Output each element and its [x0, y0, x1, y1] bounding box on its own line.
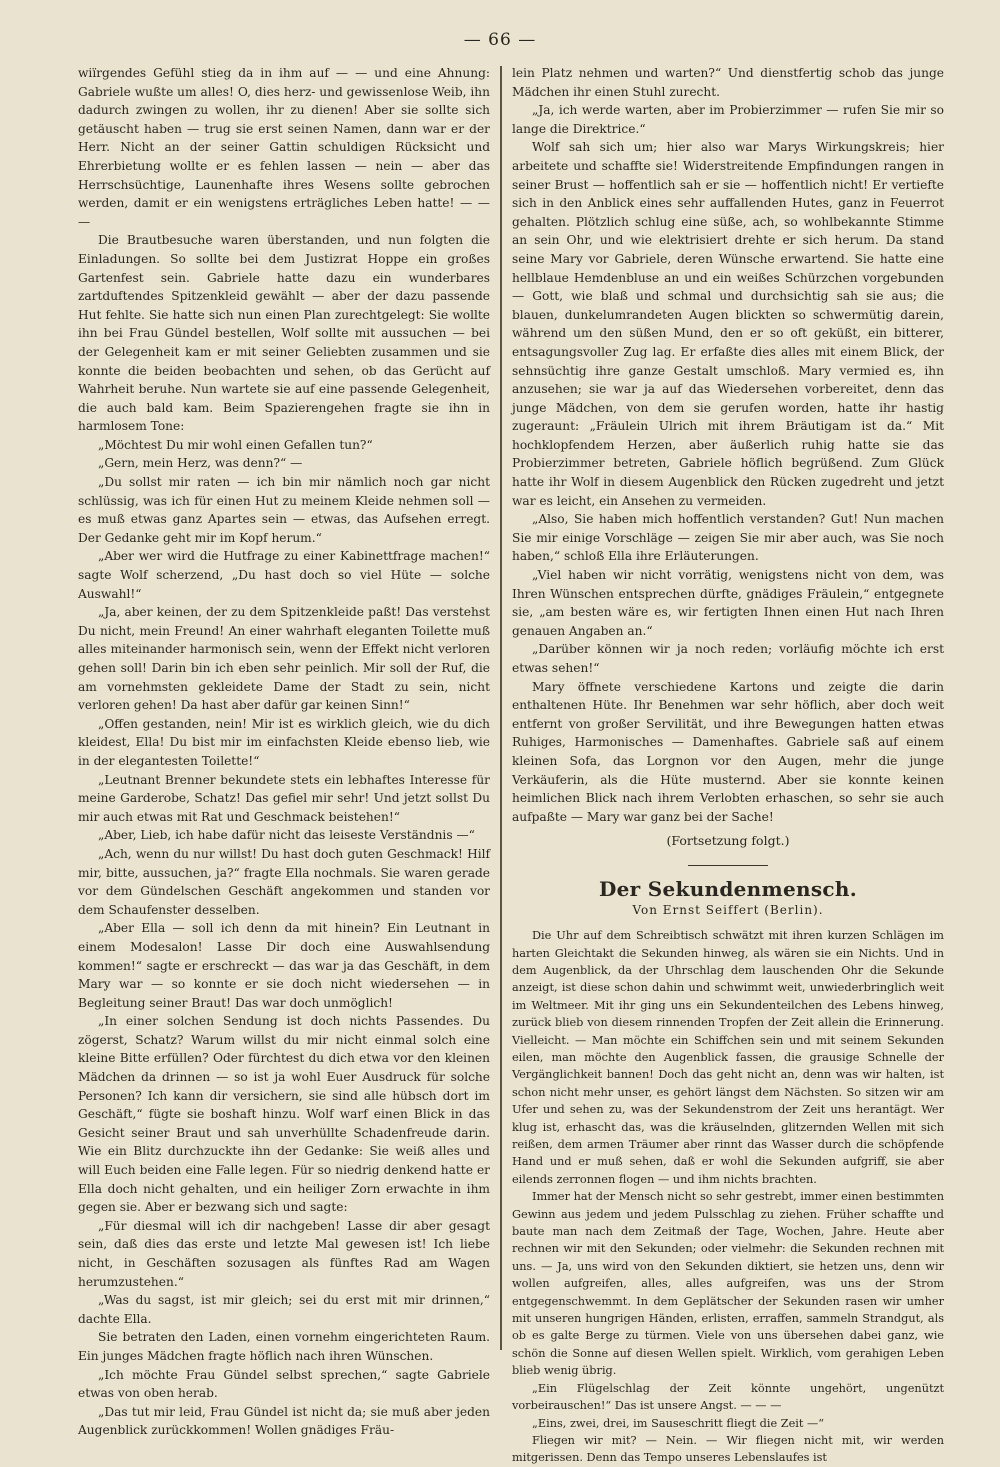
column-divider — [500, 66, 502, 1350]
paragraph: „Aber, Lieb, ich habe dafür nicht das leiseste Verständnis —“ — [98, 828, 475, 843]
paragraph: „Ich möchte Frau Gündel selbst sprechen,“ sagte Gabriele etwas von oben herab. — [78, 1367, 490, 1401]
paragraph: „Gern, mein Herz, was denn?“ — — [98, 456, 303, 471]
paragraph: Die Uhr auf dem Schreibtisch schwätzt mit ihren kurzen Schlägen im harten Gleichtakt die Sekunden hinweg, als wären sie ein Nichts. Und in dem Augenblick, da der Uhrschlag dem lauschenden Ohr die Sekunde anzeigt, ist diese schon dahin und schwimmt weit, unwiederbringlich weit im Weltmeer. Mit ihr ging uns ein Sekundenteilchen des Lebens hinweg, zurück blieb von diesem rinnenden Tropfen der Zeit allein die Erinnerung. Vielleicht. — Man möchte ein Schiffchen sein und mit seinem Sekunden eilen, man möchte den Augenblick fassen, die grausige Schnelle der Vergänglichkeit bannen! Doch das geht nicht an, denn was wir halten, ist schon nicht mehr unser, es gehört längst dem Nächsten. So sitzen wir am Ufer und sehen zu, was der Sekundenstrom der Zeit uns herantägt. Wer klug ist, erhascht das, was die kräuselnden, glitzernden Wellen mit sich reißen, dem armen Träumer aber rinnt das Wasser durch die schöpfende Hand und er muß sehen, daß er wohl die Sekunden aufgriff, sie aber eilends zerronnen flogen — und ihm nichts brachten. — [512, 929, 944, 1186]
paragraph: „In einer solchen Sendung ist doch nichts Passendes. Du zögerst, Schatz? Warum willst du mir nicht einmal solch eine kleine Bitte erfüllen? Oder fürchtest du dich etwa vor den kleinen Mädchen da drinnen — so ist ja wohl Euer Ausdruck für solche Personen? Ich kann dir versichern, sie sind alle hübsch dort im Geschäft,“ fügte sie boshaft hinzu. Wolf warf einen Blick in das Gesicht seiner Braut und sah unverhüllte Schadenfreude darin. Wie ein Blitz durchzuckte ihn der Gedanke: Sie weiß alles und will Euch beiden eine Falle legen. Für so niedrig denkend hatte er Ella doch nicht gehalten, und ein heiliger Zorn erwachte in ihm gegen sie. Aber er bezwang sich und sagte: — [78, 1014, 490, 1215]
paragraph: Wolf sah sich um; hier also war Marys Wirkungskreis; hier arbeitete und schaffte sie! Widerstreitende Empfindungen rangen in seiner Brust — hoffentlich sah er sie — hoffentlich nicht! Er vertiefte sich in den Anblick eines sehr auffallenden Hutes, ganz in Feuerrot gehalten. Plötzlich schlug eine süße, ach, so wohlbekannte Stimme an sein Ohr, und wie elektrisiert drehte er sich herum. Da stand seine Mary vor Gabriele, deren Wünsche erwartend. Sie hatte eine hellblaue Hemdenbluse an und ein weißes Schürzchen vorgebunden — Gott, wie blaß und schmal und durchsichtig sah sie aus; die blauen, dunkelumrandeten Augen blickten so schwermütig darein, während um den süßen Mund, den er so oft geküßt, ein bitterer, entsagungsvoller Zug lag. Er erfaßte dies alles mit einem Blick, der sehnsüchtig ihre ganze Gestalt umschloß. Mary vermied es, ihn anzusehen; sie war ja auf das Wiedersehen vorbereitet, denn das junge Mädchen, von dem sie gerufen worden, hatte ihr hastig zugeraunt: „Fräulein Ulrich mit ihrem Bräutigam ist da.“ Mit hochklopfendem Herzen, aber äußerlich ruhig hatte sie das Probierzimmer betreten, Gabriele höflich begrüßend. Zum Glück hatte ihr Wolf in diesem Augenblick den Rücken zugedreht und jetzt war es leicht, ein Ansehen zu vermeiden. — [512, 140, 944, 508]
paragraph: „Möchtest Du mir wohl einen Gefallen tun?“ — [98, 437, 373, 452]
paragraph: „Du sollst mir raten — ich bin mir nämlich noch gar nicht schlüssig, was ich für einen Hut zu meinem Kleide nehmen soll — es muß etwas ganz Apartes sein — etwas, das Aufsehen erregt. Der Gedanke geht mir im Kopf herum.“ — [78, 475, 490, 545]
right-column — [512, 64, 944, 1467]
paragraph: „Offen gestanden, nein! Mir ist es wirklich gleich, wie du dich kleidest, Ella! Du bist mir im einfachsten Kleide ebenso lieb, wie in der elegantesten Toilette!“ — [78, 716, 490, 768]
article-title: Der Sekundenmensch. — [599, 876, 857, 901]
section-separator — [688, 865, 768, 866]
paragraph: „Leutnant Brenner bekundete stets ein lebhaftes Interesse für meine Garderobe, Schatz! Das gefiel mir sehr! Und jetzt sollst Du mir auch etwas mit Rat und Geschmack beistehen!“ — [78, 772, 490, 824]
continuation-note: (Fortsetzung folgt.) — [666, 833, 790, 849]
paragraph: „Ja, ich werde warten, aber im Probierzimmer — rufen Sie mir so lange die Direktrice.“ — [512, 103, 944, 136]
paragraph: Mary öffnete verschiedene Kartons und zeigte die darin enthaltenen Hüte. Ihr Benehmen war sehr höflich, aber doch weit entfernt von großer Servilität, und ihre Bewegungen hatten etwas Ruhiges, Harmonisches — Damenhaftes. Gabriele saß auf einem kleinen Sofa, das Lorgnon vor den Augen, mehr die junge Verkäuferin, als die Hüte musternd. Aber sie konnte keinen heimlichen Blick nach ihrem Verlobten erhaschen, so sehr sie auch aufpaßte — Mary war ganz bei der Sache! — [512, 679, 944, 824]
paragraph: „Für diesmal will ich dir nachgeben! Lasse dir aber gesagt sein, daß dies das erste und letzte Mal gewesen ist! Ich liebe nicht, in Geschäften sozusagen als fünftes Rad am Wagen herumzustehen.“ — [78, 1218, 490, 1289]
left-column — [78, 64, 490, 1440]
paragraph: wiïrgendes Gefühl stieg da in ihm auf — — und eine Ahnung: Gabriele wußte um alles! O, dies herz- und gewissenlose Weib, ihn dadurch zwingen zu wollen, ihr zu dienen! Aber sie sollte sich getäuscht haben — trug sie erst seinen Namen, dann war er der Herr. Nicht an der seiner Gattin schuldigen Rücksicht und Ehrerbietung wollte er es fehlen lassen — nein — aber das Herrschsüchtige, Launenhafte ihres Wesens sollte gebrochen werden, damit er ein wenigstens erträgliches Leben hatte! — — — — [78, 66, 490, 229]
paragraph: „Aber Ella — soll ich denn da mit hinein? Ein Leutnant in einem Modesalon! Lasse Dir doch eine Auswahlsendung kommen!“ sagte er erschreckt — das war ja das Geschäft, in dem Mary war — so konnte er sie doch nicht wiedersehen — in Begleitung seiner Braut! Das war doch unmöglich! — [78, 921, 490, 1010]
paragraph: „Das tut mir leid, Frau Gündel ist nicht da; sie muß aber jeden Augenblick zurückkommen! Wollen gnädiges Fräu- — [78, 1404, 490, 1438]
paragraph: „Darüber können wir ja noch reden; vorläufig möchte ich erst etwas sehen!“ — [512, 642, 944, 675]
paragraph: „Ein Flügelschlag der Zeit könnte ungehört, ungenützt vorbeirauschen!“ Das ist unsere Angst. — — — — [512, 1381, 944, 1413]
paragraph: Sie betraten den Laden, einen vornehm eingerichteten Raum. Ein junges Mädchen fragte höflich nach ihren Wünschen. — [78, 1330, 490, 1363]
paragraph: lein Platz nehmen und warten?“ Und dienstfertig schob das junge Mädchen ihr einen Stuhl zurecht. — [512, 66, 944, 99]
paragraph: „Ach, wenn du nur willst! Du hast doch guten Geschmack! Hilf mir, bitte, aussuchen, ja?“ fragte Ella nochmals. Sie waren gerade vor dem Gündelschen Geschäft angekommen und standen vor dem Schaufenster desselben. — [78, 846, 490, 917]
paragraph: „Was du sagst, ist mir gleich; sei du erst mit mir drinnen,“ dachte Ella. — [78, 1293, 490, 1326]
paragraph: „Eins, zwei, drei, im Sauseschritt fliegt die Zeit —“ — [532, 1416, 825, 1430]
article-body — [512, 927, 944, 1467]
paragraph: „Also, Sie haben mich hoffentlich verstanden? Gut! Nun machen Sie mir einige Vorschläge — zeigen Sie mir aber auch, was Sie noch haben,“ schloß Ella ihre Erläuterungen. — [512, 512, 944, 564]
paragraph: „Ja, aber keinen, der zu dem Spitzenkleide paßt! Das verstehst Du nicht, mein Freund! An einer wahrhaft eleganten Toilette muß alles miteinander harmonisch sein, wenn der Effekt nicht verloren gehen soll! Darin bin ich eben sehr peinlich. Mir soll der Ruf, die am vornehmsten gekleidete Dame der Stadt zu sein, nicht verloren gehen! Da hast aber dafür gar keinen Sinn!“ — [78, 605, 490, 713]
paragraph: Die Brautbesuche waren überstanden, und nun folgten die Einladungen. So sollte bei dem Justizrat Hoppe ein großes Gartenfest sein. Gabriele hatte dazu ein wunderbares zartduftendes Spitzenkleid gewählt — aber der dazu passende Hut fehlte. Sie hatte sich nun einen Plan zurechtgelegt: Sie wollte ihn bei Frau Gündel bestellen, Wolf sollte mit aussuchen — bei der Gelegenheit kam er mit seiner Geliebten zusammen und sie konnte die beiden beobachten und sehen, ob das Gerücht auf Wahrheit beruhe. Nun wartete sie auf eine passende Gelegenheit, die auch bald kam. Beim Spazierengehen fragte sie ihn in harmlosem Tone: — [78, 233, 490, 434]
paragraph: Immer hat der Mensch nicht so sehr gestrebt, immer einen bestimmten Gewinn aus jedem und jedem Pulsschlag zu ziehen. Früher schaffte und baute man nach dem Zeitmaß der Tage, Wochen, Jahre. Heute aber rechnen wir mit den Sekunden; oder vielmehr: die Sekunden rechnen mit uns. — Ja, uns wird von den Sekunden diktiert, sie hetzen uns, denn wir wollen aufgreifen, alles, alles aufgreifen, was uns der Strom entgegenschwemmt. In dem Geplätscher der Sekunden rasen wir umher mit unseren hungrigen Händen, erlisten, erraffen, sammeln Strandgut, als ob es galte Berge zu türmen. Viele von uns übersehen dabei ganz, wie schön die Sonne auf diesen Wellen spielt. Wirklich, vom gerahigen Leben blieb wenig übrig. — [512, 1190, 944, 1378]
page-number: — 66 — — [463, 30, 537, 50]
article-byline: Von Ernst Seiffert (Berlin). — [632, 902, 824, 917]
paragraph: „Aber wer wird die Hutfrage zu einer Kabinettfrage machen!“ sagte Wolf scherzend, „Du hast doch so viel Hüte — solche Auswahl!“ — [78, 549, 490, 601]
paragraph: „Viel haben wir nicht vorrätig, wenigstens nicht von dem, was Ihren Wünschen entsprechen dürfte, gnädiges Fräulein,“ entgegnete sie, „am besten wäre es, wir fertigten Ihnen einen Hut nach Ihren genauen Angaben an.“ — [512, 568, 944, 638]
paragraph: Fliegen wir mit? — Nein. — Wir fliegen nicht mit, wir werden mitgerissen. Denn das Tempo unseres Lebenslaufes ist — [512, 1433, 944, 1465]
